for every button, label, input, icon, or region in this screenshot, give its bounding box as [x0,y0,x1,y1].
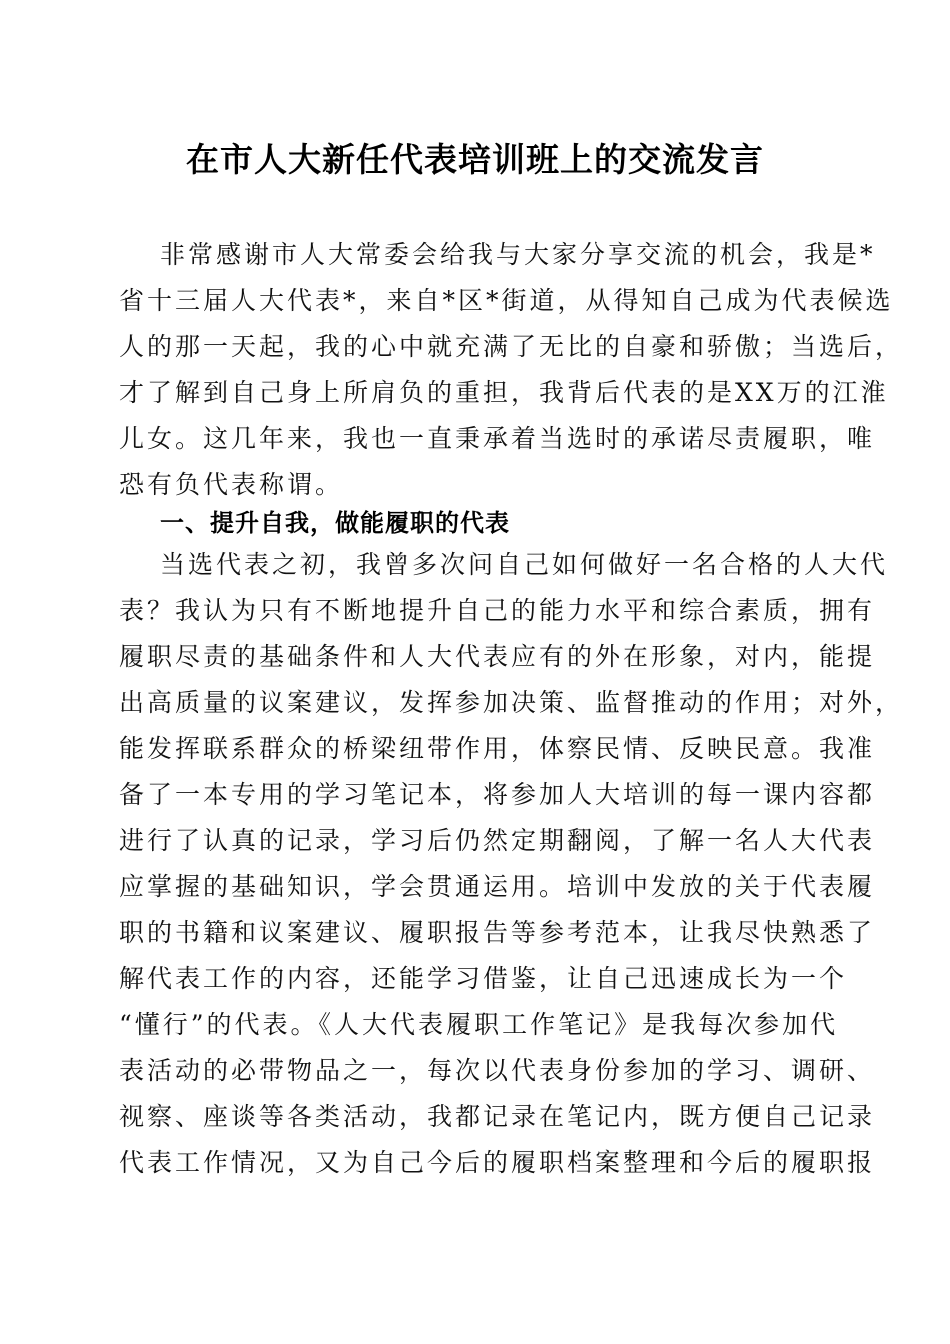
paragraph-line: 人的那一天起，我的心中就充满了无比的自豪和骄傲；当选后， [119,332,904,361]
paragraph-line: 表活动的必带物品之一，每次以代表身份参加的学习、调研、 [119,1056,876,1085]
paragraph-line: 履职尽责的基础条件和人大代表应有的外在形象，对内，能提 [119,642,876,671]
paragraph-line: 出高质量的议案建议，发挥参加决策、监督推动的作用；对外， [119,688,904,717]
paragraph-line: 代表工作情况，又为自己今后的履职档案整理和今后的履职报 [119,1148,876,1177]
paragraph-line: 才了解到自己身上所肩负的重担，我背后代表的是XX万的江淮 [119,378,889,407]
paragraph-line: 备了一本专用的学习笔记本，将参加人大培训的每一课内容都 [119,780,876,809]
paragraph-line: 视察、座谈等各类活动，我都记录在笔记内，既方便自己记录 [119,1102,876,1131]
paragraph-line: 表？我认为只有不断地提升自己的能力水平和综合素质，拥有 [119,596,876,625]
paragraph-line: 职的书籍和议案建议、履职报告等参考范本，让我尽快熟悉了 [119,918,876,947]
paragraph-line: 非常感谢市人大常委会给我与大家分享交流的机会，我是* [160,240,876,269]
paragraph-line: 解代表工作的内容，还能学习借鉴，让自己迅速成长为一个 [119,964,848,993]
paragraph-line: “懂行”的代表。《人大代表履职工作笔记》是我每次参加代 [119,1010,839,1039]
paragraph-line: 当选代表之初，我曾多次问自己如何做好一名合格的人大代 [160,550,889,579]
paragraph-line: 进行了认真的记录，学习后仍然定期翻阅，了解一名人大代表 [119,826,876,855]
paragraph-line: 能发挥联系群众的桥梁纽带作用，体察民情、反映民意。我准 [119,734,876,763]
paragraph-line: 恐有负代表称谓。 [119,470,344,499]
paragraph-line: 省十三届人大代表*，来自*区*街道，从得知自己成为代表候选 [119,286,894,315]
paragraph-line: 应掌握的基础知识，学会贯通运用。培训中发放的关于代表履 [119,872,876,901]
section-heading: 一、提升自我，做能履职的代表 [160,509,510,537]
paragraph-line: 儿女。这几年来，我也一直秉承着当选时的承诺尽责履职，唯 [119,424,876,453]
document-title: 在市人大新任代表培训班上的交流发言 [186,140,764,179]
